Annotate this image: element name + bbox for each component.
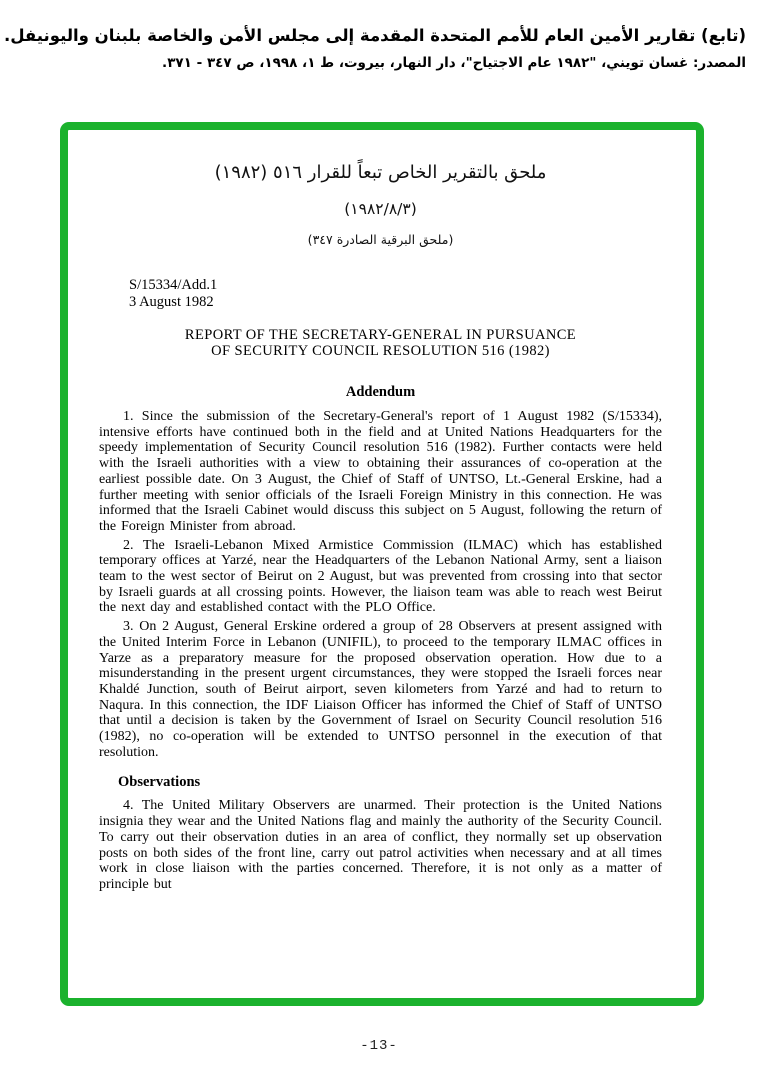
document-frame — [60, 122, 704, 1006]
paragraph-2: 2. The Israeli-Lebanon Mixed Armistice Commission (ILMAC) which has established temporary offices at Yarzé, near the Headquarters of the Lebanon National Army, sent a liaison team to the west sector of Beirut on 2 August, but was prevented from crossing into that sector by Israeli guards at all crossing points. However, the liaison team was able to reach west Beirut the next day and established contact with the PLO Office. — [99, 537, 662, 616]
arabic-annex-cable-note: (ملحق البرقية الصادرة ٣٤٧) — [307, 232, 454, 247]
source-header-line1: (تابع) تقارير الأمين العام للأمم المتحدة المقدمة إلى مجلس الأمن والخاصة بلبنان واليونيفل. — [3, 26, 746, 45]
report-title — [99, 328, 662, 359]
report-title-line2: OF SECURITY COUNCIL RESOLUTION 516 (1982) — [211, 342, 550, 359]
arabic-annex-title: ملحق بالتقرير الخاص تبعاً للقرار ٥١٦ (١٩٨٢) — [214, 162, 547, 183]
arabic-annex-heading — [99, 160, 662, 249]
source-header — [0, 24, 746, 73]
document-reference-block — [129, 277, 662, 310]
document-symbol: S/15334/Add.1 — [129, 277, 218, 293]
paragraph-3: 3. On 2 August, General Erskine ordered a group of 28 Observers at present assigned with the United Interim Force in Lebanon (UNIFIL), to proceed to the temporary ILMAC offices in Yarze as a preparatory measure for the proposed observation operation. How due to a misunderstanding in the present urgent circumstances, they were stopped the Israeli forces near Khaldé Junction, south of Beirut airport, seven kilometers from Yarzé and had to return to Naqura. In this connection, the IDF Liaison Officer has informed the Chief of Staff of UNTSO that until a decision is taken by the Government of Israel on Security Council resolution 516 (1982), no co-operation will be extended to UNTSO personnel in the execution of that resolution. — [99, 619, 662, 760]
document-date: 3 August 1982 — [129, 293, 214, 310]
observations-heading: Observations — [118, 774, 201, 791]
paragraph-4: 4. The United Military Observers are unarmed. Their protection is the United Nations insignia they wear and the United Nations flag and mainly the authority of the Security Council. To carry out their observation duties in an area of conflict, they normally set up observation posts on both sides of the front line, carry out patrol activities when necessary and at all times work in close liaison with the parties concerned. Therefore, it is not only as a matter of principle but — [99, 798, 662, 892]
report-title-line1: REPORT OF THE SECRETARY-GENERAL IN PURSUANCE — [184, 327, 577, 343]
addendum-heading: Addendum — [345, 384, 416, 400]
page-number: -13- — [360, 1038, 398, 1054]
arabic-annex-date: (١٩٨٢/٨/٣) — [344, 200, 417, 218]
paragraph-1: 1. Since the submission of the Secretary-General's report of 1 August 1982 (S/15334), intensive efforts have continued both in the field and at United Nations Headquarters for the speedy implementation of Security Council resolution 516 (1982). Further contacts were held with the Israeli authorities with a view to obtaining their assurances of co-operation at the earliest possible date. On 3 August, the Chief of Staff of UNTSO, Lt.-General Erskine, had a further meeting with senior officials of the Israeli Foreign Ministry in this connection. He was informed that the Israeli Cabinet would discuss this subject on 5 August, following the return of the Foreign Minister from abroad. — [99, 409, 662, 534]
source-header-line2: المصدر: غسان تويني، "١٩٨٢ عام الاجتياح"، دار النهار، بيروت، ط ١، ١٩٩٨، ص ٣٤٧ - ٣٧١. — [162, 55, 746, 71]
